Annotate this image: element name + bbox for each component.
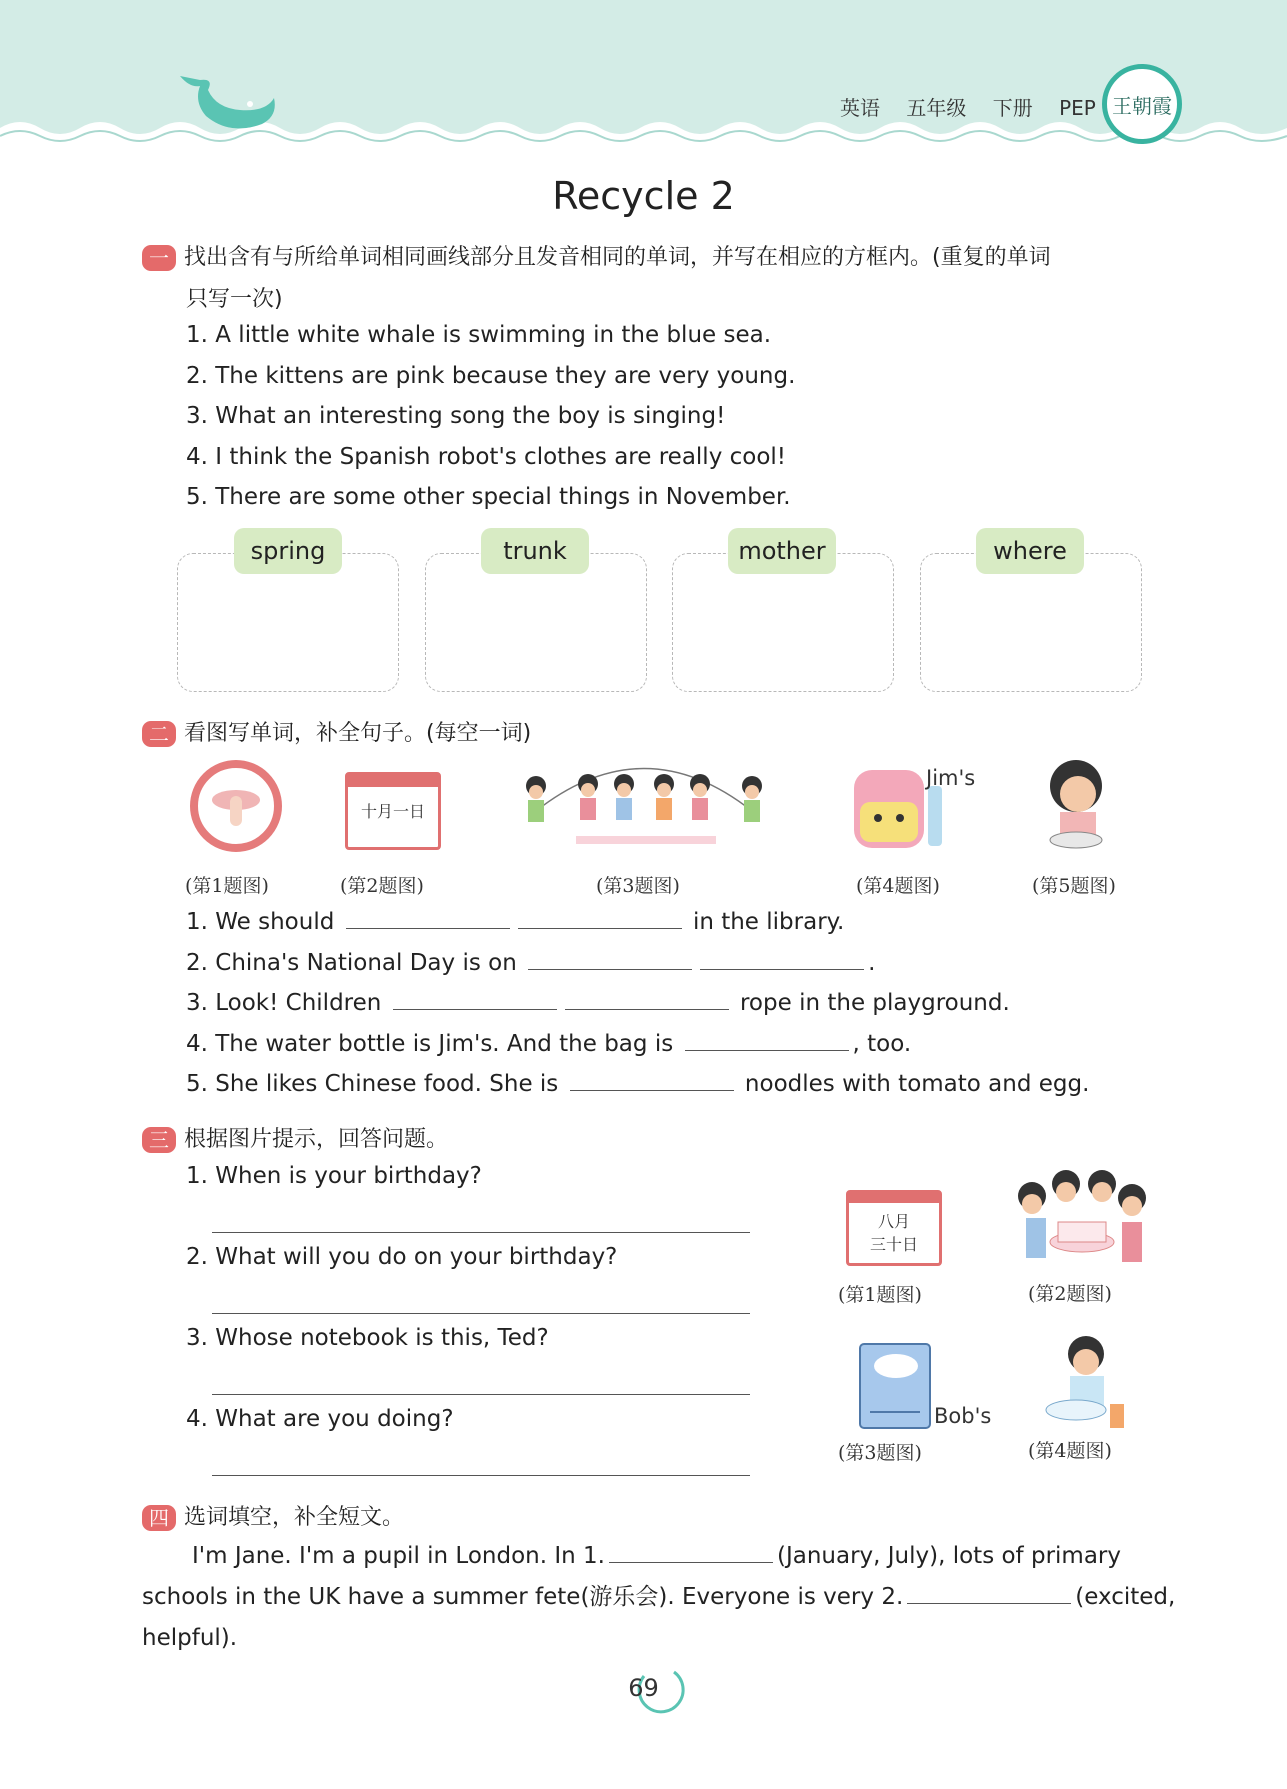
sentence-5: 5. There are some other special things in November.: [186, 484, 791, 510]
answer-blank[interactable]: [609, 1542, 773, 1563]
answer-blank[interactable]: [570, 1070, 734, 1091]
instruction-text: 选词填空，补全短文。: [184, 1505, 405, 1530]
caption-q4: (第4题图): [1028, 1440, 1112, 1462]
fill-sentence-3: [186, 989, 1010, 1016]
sentence-text: 5. She likes Chinese food. She is: [186, 1071, 559, 1097]
question-2: 2. What will you do on your birthday?: [186, 1244, 618, 1270]
calendar-line-2: 三十日: [869, 1235, 918, 1254]
sentence-4: 4. I think the Spanish robot's clothes are really cool!: [186, 444, 787, 470]
answer-blank[interactable]: [346, 908, 510, 929]
instruction-text: 找出含有与所给单词相同画线部分且发音相同的单词，并写在相应的方框内。(重复的单词: [184, 245, 1051, 270]
passage: [142, 1536, 1178, 1659]
caption-q3: (第3题图): [596, 875, 680, 897]
breadcrumb: [840, 92, 1116, 121]
sentence-text: rope in the playground.: [739, 990, 1010, 1016]
sentence-text: .: [868, 950, 876, 976]
sentence-text: , too.: [852, 1031, 912, 1057]
question-1: 1. When is your birthday?: [186, 1163, 482, 1189]
answer-blank[interactable]: [700, 949, 864, 970]
section-badge: 四: [142, 1505, 176, 1531]
grade-label: 五年级: [906, 96, 967, 120]
sentence-text: noodles with tomato and egg.: [744, 1071, 1090, 1097]
calendar-icon: [345, 772, 441, 850]
section-badge: 三: [142, 1127, 176, 1153]
fill-sentence-4: [186, 1030, 911, 1057]
brand-seal-logo: [1102, 64, 1182, 144]
answer-line-3[interactable]: [212, 1394, 750, 1395]
children-jumping-rope-image: [516, 756, 772, 852]
word-tag-where: where: [976, 528, 1084, 574]
section-badge: 一: [142, 245, 176, 271]
caption-q3: (第3题图): [838, 1442, 922, 1464]
volume-label: 下册: [992, 96, 1033, 120]
section-1-instruction: [142, 240, 1051, 271]
sentence-text: 1. We should: [186, 909, 335, 935]
fill-sentence-2: [186, 949, 875, 976]
bobs-label: Bob's: [934, 1404, 992, 1428]
instruction-text: 看图写单词，补全句子。(每空一词): [184, 721, 532, 746]
page-number: 69: [628, 1674, 659, 1702]
passage-text: (excited, helpful).: [142, 1584, 1176, 1651]
boy-washing-image: [1040, 1332, 1134, 1432]
caption-q2: (第2题图): [1028, 1283, 1112, 1305]
word-tag-trunk: trunk: [481, 528, 589, 574]
question-3: 3. Whose notebook is this, Ted?: [186, 1325, 549, 1351]
answer-line-4[interactable]: [212, 1475, 750, 1476]
sentence-2: 2. The kittens are pink because they are very young.: [186, 363, 796, 389]
sentence-1: 1. A little white whale is swimming in the blue sea.: [186, 322, 772, 348]
answer-blank[interactable]: [518, 908, 682, 929]
sentence-text: 4. The water bottle is Jim's. And the bag is: [186, 1031, 674, 1057]
instruction-text: 根据图片提示，回答问题。: [184, 1127, 449, 1152]
calendar-text: 十月一日: [360, 802, 425, 821]
section-4-instruction: [142, 1500, 404, 1531]
caption-q4: (第4题图): [856, 875, 940, 897]
girl-eating-noodles-image: [1036, 756, 1120, 854]
birthday-party-image: [1010, 1166, 1150, 1276]
sentence-text: 2. China's National Day is on: [186, 950, 517, 976]
calendar-line-1: 八月: [877, 1212, 910, 1231]
jims-label: Jim's: [926, 766, 976, 790]
sentence-text: in the library.: [692, 909, 845, 935]
sentence-text: 3. Look! Children: [186, 990, 382, 1016]
caption-q2: (第2题图): [340, 875, 424, 897]
answer-line-2[interactable]: [212, 1313, 750, 1314]
answer-blank[interactable]: [565, 989, 729, 1010]
notebook-icon: [858, 1342, 932, 1430]
section-badge: 二: [142, 721, 176, 747]
word-tag-mother: mother: [728, 528, 836, 574]
edition-label: PEP: [1059, 96, 1096, 120]
fill-sentence-1: [186, 908, 844, 935]
calendar-icon: [846, 1190, 942, 1266]
seal-text: 王朝霞: [1112, 93, 1172, 118]
whale-icon: [170, 68, 280, 138]
passage-text: I'm Jane. I'm a pupil in London. In 1.: [192, 1543, 605, 1569]
fill-sentence-5: [186, 1070, 1089, 1097]
question-4: 4. What are you doing?: [186, 1406, 454, 1432]
sentence-3: 3. What an interesting song the boy is singing!: [186, 403, 726, 429]
answer-blank[interactable]: [528, 949, 692, 970]
section-3-instruction: [142, 1122, 448, 1153]
caption-q1: (第1题图): [185, 875, 269, 897]
page-title: Recycle 2: [552, 174, 735, 218]
section-2-instruction: [142, 716, 531, 747]
answer-line-1[interactable]: [212, 1232, 750, 1233]
subject-label: 英语: [840, 96, 880, 120]
section-1-instruction-cont: 只写一次): [186, 287, 283, 312]
answer-blank[interactable]: [907, 1583, 1071, 1604]
word-tag-spring: spring: [234, 528, 342, 574]
answer-blank[interactable]: [393, 989, 557, 1010]
caption-q1: (第1题图): [838, 1284, 922, 1306]
passage-text: (January, July), lots of primary schools in the UK have a summer fete(游乐会). Everyone is very 2.: [142, 1543, 1121, 1610]
quiet-sign-icon: [188, 758, 284, 854]
caption-q5: (第5题图): [1032, 875, 1116, 897]
answer-blank[interactable]: [685, 1030, 849, 1051]
